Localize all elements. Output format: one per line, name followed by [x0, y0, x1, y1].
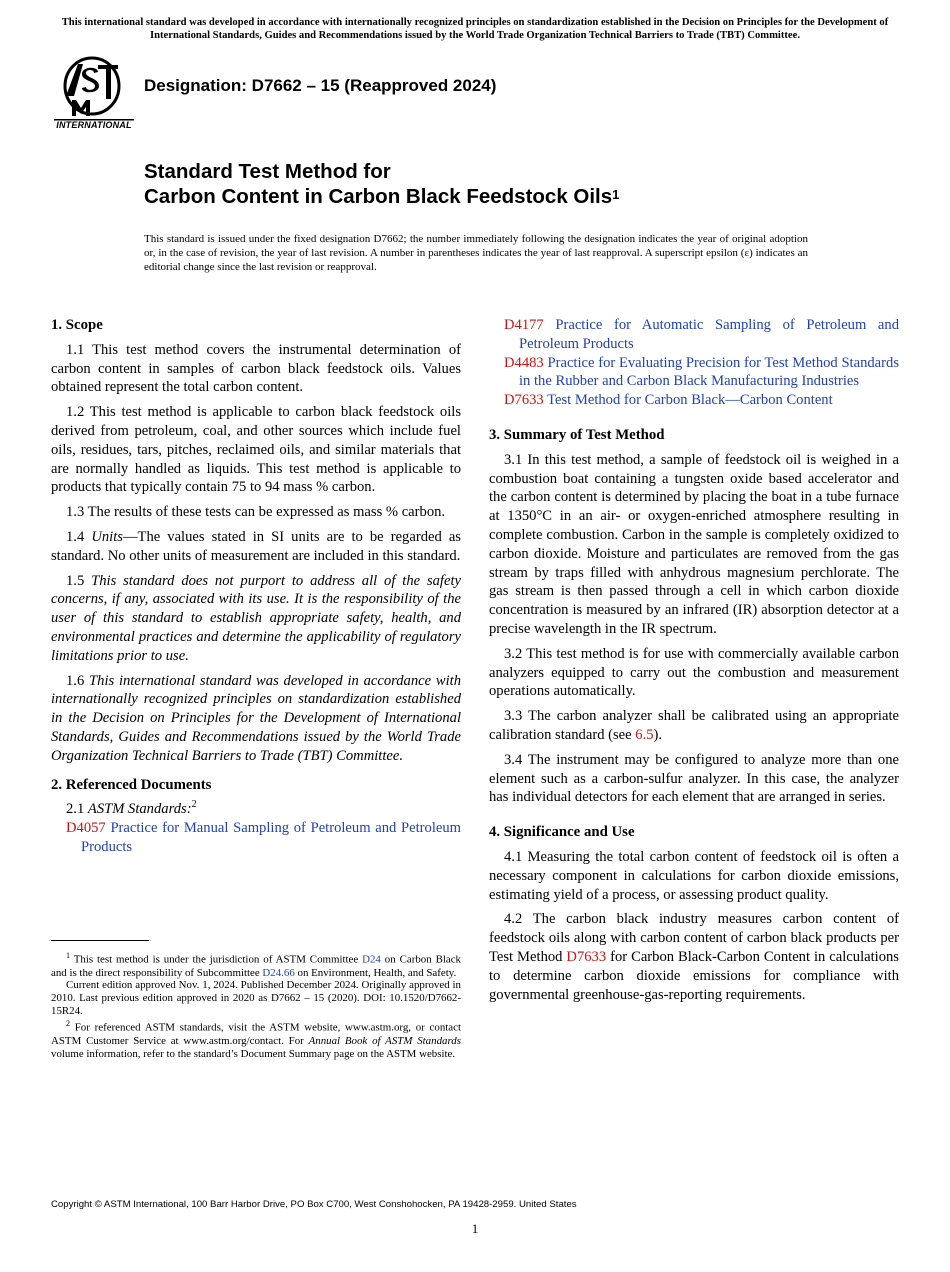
- para-3-1: 3.1 In this test method, a sample of feedstock oil is weighed in a combustion boat containing a tungsten oxide based accelerator and the carbon content is determined by placing the boat in a tube furnace at 1350°C in an air- or oxygen-enriched atmosphere resulting in complete combustion. Carbon in the sample is completely oxidized to carbon dioxide. Moisture and particulates are removed from the gas stream by traps filled with anhydrous magnesium perchlorate. The gas stream is then passed through a cell in which carbon dioxide concentration is measured by an infrared (IR) absorption detector at a precise wavelength in the IR spectrum.: [489, 451, 899, 637]
- astm-logo: [52, 56, 136, 132]
- para-1-3: 1.3 The results of these tests can be expressed as mass % carbon.: [66, 504, 446, 521]
- title-line-1: Standard Test Method for: [144, 160, 391, 183]
- logo-text: INTERNATIONAL: [56, 120, 132, 130]
- para-1-6: 1.6 This international standard was developed in accordance with internationally recognized principles on standardization established in the Decision on Principles for the Development of International Standards, Guides and Recommendations issued by the World Trade Organization Technical Barriers to Trade (TBT) Committee.: [51, 672, 462, 764]
- page-number: 1: [471, 1221, 479, 1236]
- para-2-1: 2.1 ASTM Standards:$^2$: [66, 799, 197, 818]
- left-column: [51, 316, 461, 857]
- link-d7633[interactable]: D7633: [566, 948, 607, 965]
- para-3-3: 3.3 The carbon analyzer shall be calibrated using an appropriate calibration standard (see 6.5).: [489, 708, 899, 743]
- copyright: Copyright © ASTM International, 100 Barr Harbor Drive, PO Box C700, West Conshohocken, PA 19428-2959. United States: [51, 1199, 577, 1210]
- reference-item[interactable]: D7633 Test Method for Carbon Black—Carbon Content: [504, 392, 833, 409]
- reference-item[interactable]: D4177 Practice for Automatic Sampling of Petroleum and Petroleum Products: [504, 317, 900, 352]
- para-1-2: 1.2 This test method is applicable to carbon black feedstock oils derived from petroleum, coal, and other sources which include fuel oils, residues, tars, pitches, reclaimed oils, and similar materials that are normally handled as liquids. This test method is applicable to products that typically contain 75 to 94 mass % carbon.: [51, 404, 461, 496]
- footnote-divider: [51, 940, 149, 941]
- para-1-1: 1.1 This test method covers the instrumental determination of carbon content in samples of carbon black feedstock oils. Values obtained represent the total carbon content.: [51, 341, 461, 396]
- link-d24-66[interactable]: D24.66: [262, 966, 295, 979]
- link-section-6-5[interactable]: 6.5: [635, 726, 654, 743]
- title-footnote-ref[interactable]: 1: [612, 187, 620, 202]
- para-1-5: 1.5 This standard does not purport to address all of the safety concerns, if any, associated with its use. It is the responsibility of the user of this standard to establish appropriate safety, health, and environmental practices and determine the applicability of regulatory limitations prior to use.: [51, 572, 461, 664]
- para-3-4: 3.4 The instrument may be configured to analyze more than one element such as a carbon-sulfur analyzer. In this case, the analyzer has individual detectors for each element that are arranged in series.: [489, 751, 899, 806]
- section-heading-scope: 1. Scope: [51, 317, 103, 333]
- footnotes: [51, 950, 461, 1061]
- footnote-1: $^1$ This test method is under the jurisdiction of ASTM Committee D24 on Carbon Black and is the direct responsibility of Subcommittee D24.66 on Environment, Health, and Safety.: [51, 951, 461, 979]
- para-4-1: 4.1 Measuring the total carbon content of feedstock oil is often a necessary component in calculations for carbon dioxide emissions, estimating yield of a process, or assessing product quality.: [489, 848, 899, 903]
- footnote-1-edition: Current edition approved Nov. 1, 2024. Published December 2024. Originally approved in 2010. Last previous edition approved in 2020 as D7662 – 15 (2020). DOI: 10.1520/D7662-15R24.: [51, 979, 461, 1018]
- designation: Designation: D7662 – 15 (Reapproved 2024): [144, 76, 497, 95]
- top-note: This international standard was developed in accordance with internationally recognized principles on standardization established in the Decision on Principles for the Development of International Standards, Guides and Recommendations issued by the World Trade Organization Technical Barriers to Trade (TBT) Committee.: [61, 17, 889, 41]
- title-line-2: Carbon Content in Carbon Black Feedstock Oils$^1$: [144, 185, 620, 208]
- section-heading-significance: 4. Significance and Use: [489, 824, 635, 841]
- para-4-2: 4.2 The carbon black industry measures carbon content of feedstock oils along with carbon content of carbon black products per Test Method D7633 for Carbon Black-Carbon Content in calculations to determine carbon dioxide emissions for compliance with governmental greenhouse-gas-reporting requirements.: [489, 911, 899, 1003]
- reference-item[interactable]: D4057 Practice for Manual Sampling of Petroleum and Petroleum Products: [66, 820, 461, 855]
- right-column: [489, 316, 899, 1010]
- issued-note: This standard is issued under the fixed designation D7662; the number immediately following the designation indicates the year of original adoption or, in the case of revision, the year of last revision. A number in parentheses indicates the year of last reapproval. A superscript epsilon (ε) indicates an editorial change since the last revision or reapproval.: [144, 233, 808, 274]
- reference-item[interactable]: D4483 Practice for Evaluating Precision for Test Method Standards in the Rubber and Carbon Black Manufacturing Industries: [504, 354, 899, 390]
- link-d24[interactable]: D24: [362, 953, 381, 966]
- footnote-2: $^2$ For referenced ASTM standards, visit the ASTM website, www.astm.org, or contact ASTM Customer Service at www.astm.org/contact. For Annual Book of ASTM Standards volume information, refer to the standard’s Document Summary page on the ASTM website.: [51, 1019, 461, 1060]
- page-title: [144, 159, 619, 209]
- para-3-2: 3.2 This test method is for use with commercially available carbon analyzers equipped to carry out the combustion and measurement operations automatically.: [489, 645, 899, 700]
- para-1-4: 1.4 Units—The values stated in SI units are to be regarded as standard. No other units of measurement are included in this standard.: [51, 528, 461, 564]
- section-heading-references: 2. Referenced Documents: [51, 776, 212, 793]
- section-heading-summary: 3. Summary of Test Method: [489, 426, 665, 443]
